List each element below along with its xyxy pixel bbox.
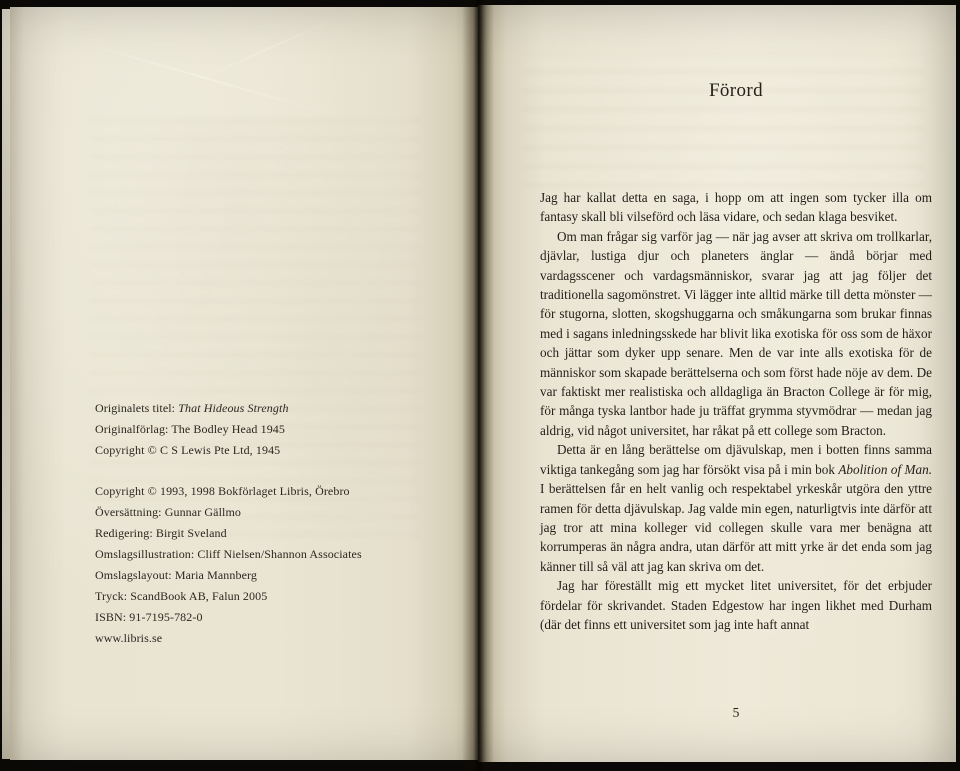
page-crease [187, 10, 352, 85]
colophon-line-translation: Översättning: Gunnar Gällmo [95, 505, 242, 519]
colophon-line-original-title [95, 398, 425, 419]
paragraph-3-text-after: I berättelsen får en helt vanlig och respektabel yrkeskår utgöra den yttre ramen för detta djävulskap. Jag valde min egen, naturligtvis inte därför att jag tror att mina kolleger vid collegen skulle vara mer benägna att korrumperas än några andra, utan därför att mitt yrke är det enda som jag känner till så väl att jag kan skriva om det. [540, 481, 932, 574]
colophon-line-website: www.libris.se [95, 631, 163, 645]
page-stack-edge [2, 9, 10, 759]
colophon-original-group [95, 398, 425, 461]
foreword-heading: Förord [708, 80, 764, 101]
colophon-label: Originalets titel: [95, 401, 179, 415]
colophon-edition-group [95, 481, 425, 649]
book-title-italic: Abolition of Man. [838, 461, 932, 477]
original-title-italic: That Hideous Strength [178, 401, 289, 415]
colophon-line-cover-illustration: Omslagsillustration: Cliff Nielsen/Shannon Associates [95, 547, 362, 561]
colophon [95, 398, 425, 649]
paragraph-3-text-before: Detta är en lång berättelse om djävulskap, men i botten finns samma viktiga tankegång som jag har försökt visa på i min bok [540, 442, 932, 477]
paragraph-2: Om man frågar sig varför jag — när jag avser att skriva om trollkarlar, djävlar, lustiga djur och planeters änglar — ändå börjar med vardagsscener och vardagsmänniskor, svarar jag att jag följer det traditionella sagomönstret. Vi lägger inte alltid märke till detta mönster — för stugorna, slotten, skogshuggarna och småkungarna som brukar finnas med i sagans inledningsskede har blivit lika exotiska för oss som de häxor och jättar som dyker upp senare. Men de var inte alls exotiska för de människor som skapade berättelserna och som först hade nöje av dem. De var faktiskt mer realistiska och alldagliga än Bracton College är för mig, för många tyska lantbor hade ju träffat grymma styvmödrar — medan jag aldrig, vid något universitet, har råkat på ett college som Bracton. [540, 228, 932, 438]
page-number: 5 [732, 705, 740, 720]
paragraph-1: Jag har kallat detta en saga, i hopp om att ingen som tycker illa om fantasy skall bli vilseförd och läsa vidare, och sedan klaga besviket. [540, 190, 932, 225]
colophon-line-copyright: Copyright © 1993, 1998 Bokförlaget Libris, Örebro [95, 484, 350, 498]
bleed-through-text [523, 53, 923, 188]
foreword-body [540, 188, 932, 634]
colophon-line-printing: Tryck: ScandBook AB, Falun 2005 [95, 589, 268, 603]
right-page [478, 5, 956, 762]
colophon-line-cover-layout: Omslagslayout: Maria Mannberg [95, 568, 257, 582]
colophon-line-original-copyright: Copyright © C S Lewis Pte Ltd, 1945 [95, 443, 281, 457]
colophon-line-original-publisher: Originalförlag: The Bodley Head 1945 [95, 422, 285, 436]
left-page [10, 7, 478, 760]
colophon-line-editing: Redigering: Birgit Sveland [95, 526, 227, 540]
paragraph-3 [540, 440, 932, 576]
colophon-line-isbn: ISBN: 91-7195-782-0 [95, 610, 203, 624]
paragraph-4: Jag har föreställt mig ett mycket litet universitet, för det erbjuder fördelar för skrivandet. Staden Edgestow har ingen likhet med Durham (där det finns ett universitet som jag inte haft annat [540, 578, 932, 632]
